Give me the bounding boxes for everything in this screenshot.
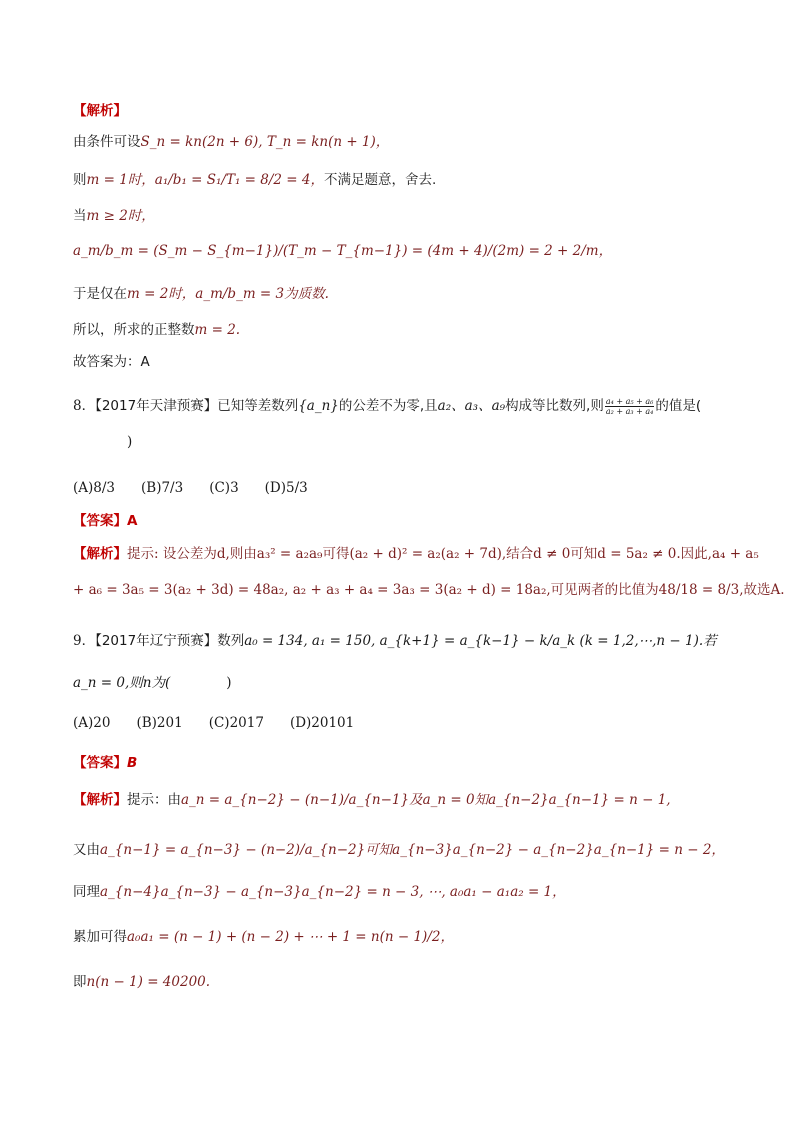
q8-text2: 的公差不为零,且 — [338, 398, 438, 414]
q9-blank-close: ) — [226, 675, 232, 691]
q8-fraction-numerator: a₄ + a₅ + a₆ — [605, 397, 654, 406]
q9-sol4-text: 累加可得 — [73, 929, 127, 945]
q9-solution-line3 — [73, 882, 566, 902]
q8-text3: 构成等比数列,则 — [505, 398, 604, 414]
block1-line3-text: 当 — [73, 208, 87, 224]
block1-line2-prefix: 则 — [73, 172, 87, 188]
q8-blank-close: ) — [127, 434, 133, 450]
block1-line4-math: a_m/b_m = (S_m − S_{m−1})/(T_m − T_{m−1}) = (4m + 4)/(2m) = 2 + 2/m， — [73, 243, 613, 259]
block1-line3 — [73, 206, 155, 226]
q9-choice-b: (B)201 — [136, 715, 183, 731]
q8-statement — [73, 396, 701, 416]
q9-line2-text: a_n = 0,则n为( — [73, 675, 171, 691]
q9-solution-line1 — [73, 790, 671, 810]
q8-text4: 的值是( — [655, 398, 702, 414]
q8-terms: a₂、a₃、a₉ — [437, 398, 506, 414]
block1-line6-text: 所以，所求的正整数 — [73, 322, 195, 338]
q9-analysis-label: 【解析】 — [73, 792, 127, 808]
block1-line6-math: m = 2. — [194, 322, 241, 338]
q8-solution-line1 — [73, 544, 759, 564]
q8-number: 8． — [73, 398, 96, 414]
block1-line5-math: m = 2时，a_m/b_m = 3为质数. — [127, 286, 329, 302]
q9-sol3-math: a_{n−4}a_{n−3} − a_{n−3}a_{n−2} = n − 3, ⋯, a₀a₁ − a₁a₂ = 1， — [100, 884, 566, 900]
q9-text1: 数列 — [217, 633, 245, 649]
q9-solution-line4 — [73, 927, 454, 947]
q9-answer-value: B — [127, 755, 138, 771]
q8-answer-value: A — [127, 513, 138, 529]
block1-line7: 故答案为：A — [73, 354, 150, 370]
q8-choice-c: (C)3 — [209, 480, 239, 496]
q9-sol2-text: 又由 — [73, 842, 100, 858]
q8-choice-a: (A)8/3 — [73, 480, 116, 496]
q9-sol3-text: 同理 — [73, 884, 100, 900]
block1-line2-text: 不满足题意，舍去. — [323, 172, 437, 188]
q9-choice-d: (D)20101 — [289, 715, 355, 731]
q9-sol1-text: 提示：由 — [127, 792, 181, 808]
q8-solution-text1: 提示: 设公差为d,则由a₃² = a₂a₉可得(a₂ + d)² = a₂(a₂ + 7d),结合d ≠ 0可知d = 5a₂ ≠ 0.因此,a₄ + a₅ — [127, 546, 759, 562]
block1-line6 — [73, 320, 240, 340]
block1-line4 — [73, 241, 612, 261]
block1-line1 — [73, 132, 389, 152]
block1-line3-math: m ≥ 2时， — [86, 208, 155, 224]
q9-source: 【2017年辽宁预赛】 — [95, 633, 218, 649]
q9-solution-line5 — [73, 972, 210, 992]
q8-seq: {a_n} — [298, 398, 339, 414]
q9-number: 9． — [73, 633, 96, 649]
q8-answer — [73, 511, 137, 531]
q9-choice-c: (C)2017 — [208, 715, 264, 731]
analysis-heading: 【解析】 — [73, 103, 127, 119]
q9-sol5-math: n(n − 1) = 40200. — [86, 974, 211, 990]
block1-line1-math: S_n = kn(2n + 6), T_n = kn(n + 1)， — [140, 134, 390, 150]
q8-source: 【2017年天津预赛】 — [95, 398, 218, 414]
block1-line1-text: 由条件可设 — [73, 134, 141, 150]
q8-solution-text2: + a₆ = 3a₅ = 3(a₂ + 3d) = 48a₂, a₂ + a₃ + a₄ = 3a₃ = 3(a₂ + d) = 18a₂,可见两者的比值为48/18 = 8/3,故选A. — [73, 582, 785, 598]
q8-choice-d: (D)5/3 — [264, 480, 308, 496]
q9-answer-label: 【答案】 — [73, 755, 127, 771]
q9-choices — [73, 713, 380, 733]
block1-line2 — [73, 170, 436, 190]
block1-line2-cond: m = 1时， — [86, 172, 155, 188]
q9-stmt: a₀ = 134, a₁ = 150, a_{k+1} = a_{k−1} − k/a_k (k = 1,2,⋯,n − 1).若 — [244, 633, 717, 649]
q8-analysis-label: 【解析】 — [73, 546, 127, 562]
q9-sol2-math: a_{n−1} = a_{n−3} − (n−2)/a_{n−2}可知a_{n−3}a_{n−2} − a_{n−2}a_{n−1} = n − 2， — [100, 842, 725, 858]
block1-line2-math: a₁/b₁ = S₁/T₁ = 8/2 = 4， — [154, 172, 324, 188]
block1-line5 — [73, 284, 329, 304]
q9-solution-line2 — [73, 840, 725, 860]
q9-sol4-math: a₀a₁ = (n − 1) + (n − 2) + ⋯ + 1 = n(n − 1)/2， — [127, 929, 454, 945]
q9-choice-a: (A)20 — [73, 715, 111, 731]
q8-choice-b: (B)7/3 — [141, 480, 184, 496]
q9-statement — [73, 631, 717, 651]
q8-choices — [73, 478, 334, 498]
q8-fraction — [605, 397, 655, 416]
q8-text1: 已知等差数列 — [217, 398, 299, 414]
q8-answer-label: 【答案】 — [73, 513, 127, 529]
q9-line2 — [73, 673, 232, 693]
block1-line5-text: 于是仅在 — [73, 286, 127, 302]
q9-sol1-math: a_n = a_{n−2} − (n−1)/a_{n−1}及a_n = 0知a_{n−2}a_{n−1} = n − 1, — [181, 792, 671, 808]
q9-sol5-text: 即 — [73, 974, 87, 990]
q9-answer — [73, 753, 137, 773]
q8-fraction-denominator: a₂ + a₃ + a₄ — [605, 407, 654, 416]
q8-solution-line2 — [73, 580, 785, 600]
